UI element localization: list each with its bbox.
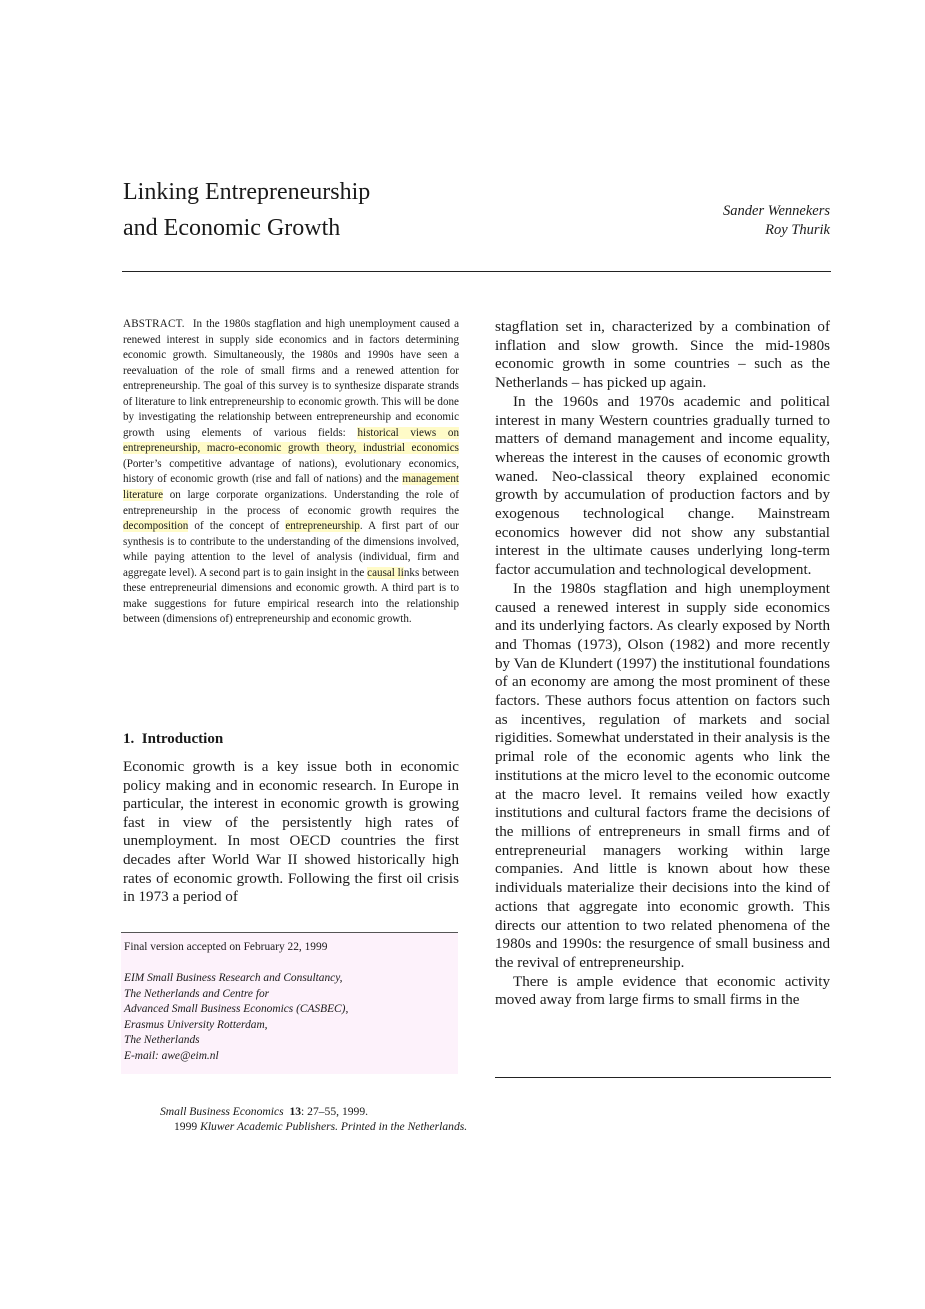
author-2: Roy Thurik (765, 222, 830, 238)
author-list (530, 202, 830, 240)
abstract-highlight-1: historical views on entrepreneurship, macro-economic growth theory, industrial economics (123, 426, 459, 455)
publisher-name: Kluwer Academic Publishers. Printed in the Netherlands. (200, 1120, 468, 1133)
right-column-text (495, 318, 830, 1010)
abstract-text-b: (Porter’s competitive advantage of nations), evolutionary economics, history of economic growth (rise and fall of nations) and the (123, 457, 459, 486)
affiliation-block (124, 971, 348, 1064)
journal-citation (160, 1104, 368, 1119)
column-end-rule (495, 1077, 831, 1078)
affiliation-line: The Netherlands and Centre for (124, 987, 270, 1000)
section-title: Introduction (141, 731, 224, 747)
paragraph: In the 1980s stagflation and high unemployment caused a renewed interest in supply side economics and its underlying factors. As clearly exposed by North and Thomas (1973), Olson (1982) and more recently by Van de Klundert (1997) the institutional foundations of an economy are among the most prominent of these factors. These authors focus attention on factors such as incentives, regulation of markets and social rigidities. Somewhat understated in their analysis is the primal role of the economic agents who link the institutions at the micro level to the economic outcome at the macro level. It remains veiled how exactly institutions and cultural factors frame the decisions of the millions of entrepreneurs in small firms and of entrepreneurial managers working within large companies. And little is known about how these individuals materialize their decisions into the kind of actions that aggregate into economic growth. This directs our attention to two related phenomena of the 1980s and 1990s: the resurgence of small business and the revival of entrepreneurship. (495, 580, 830, 971)
acceptance-note: Final version accepted on February 22, 1999 (124, 941, 328, 953)
section-number: 1. (123, 731, 135, 747)
paragraph: In the 1960s and 1970s academic and political interest in many Western countries gradually turned to matters of demand management and income equality, whereas the interest in the causes of economic growth waned. Neo-classical theory explained economic growth by accumulation of production factors and by exogenous technological change. Mainstream economics however did not show any substantial interest in the ultimate causes underlying long-term factor accumulation and technological development. (495, 393, 830, 579)
affiliation-line: Erasmus University Rotterdam, (124, 1018, 268, 1031)
paragraph: stagflation set in, characterized by a combination of inflation and slow growth. Since the mid-1980s economic growth in some countries – such as the Netherlands – has picked up again. (495, 319, 830, 392)
intro-paragraph: Economic growth is a key issue both in economic policy making and in economic research. In Europe in particular, the interest in economic growth is growing fast in view of the persistently high rates of unemployment. In most OECD countries the first decades after World War II showed historically high rates of economic growth. Following the first oil crisis in 1973 a period of (123, 759, 459, 906)
author-1: Sander Wennekers (723, 203, 830, 219)
publisher-line (174, 1119, 467, 1134)
title-rule (122, 271, 831, 272)
abstract-highlight-3: decomposition (123, 520, 189, 533)
affiliation-line: The Netherlands (124, 1034, 200, 1046)
abstract (123, 317, 459, 628)
abstract-text-d: of the concept of (194, 520, 280, 533)
abstract-text-e: . A first part of our synthesis is to contribute to the understanding of the dimensions involved, while paying attention to the level of analysis (individual, firm and aggregate level). A second part is to gain insight in the (123, 520, 459, 579)
paragraph: There is ample evidence that economic activity moved away from large firms to small firms in the (495, 973, 830, 1009)
title-line-1: Linking Entrepreneurship (123, 179, 371, 205)
journal-name: Small Business Economics (160, 1105, 284, 1118)
section-heading (123, 730, 223, 748)
journal-volume: 13 (289, 1105, 302, 1118)
paper-title (123, 174, 543, 246)
email-line: E-mail: awe@eim.nl (124, 1049, 219, 1062)
abstract-highlight-4: entrepreneurship (285, 520, 360, 533)
abstract-highlight-5: causal li (367, 566, 404, 579)
affiliation-line: Advanced Small Business Economics (CASBEC), (124, 1003, 349, 1015)
abstract-label: ABSTRACT. (123, 318, 185, 330)
abstract-text-a: In the 1980s stagflation and high unemployment caused a renewed interest in supply side economics and in factors determining economic growth. Simultaneously, the 1980s and 1990s have seen a reevaluation of the role of small firms and a renewed attention for entrepreneurship. The goal of this survey is to synthesize disparate strands of literature to link entrepreneurship to economic growth. This will be done by investigating the relationship between entrepreneurship and economic growth using elements of various fields: (123, 318, 459, 439)
abstract-text-c: on large corporate organizations. Understanding the role of entrepreneurship in the process of economic growth requires the (123, 489, 459, 517)
journal-pages: : 27–55, 1999. (301, 1105, 369, 1118)
abstract-highlight-2: management literature (123, 473, 459, 502)
abstract-text-f: nks between these entrepreneurial dimensions and economic growth. A third part is to make suggestions for future empirical research into the relationship between (dimensions of) entrepreneurship and economic growth. (123, 566, 460, 626)
footnote-rule (121, 932, 458, 933)
copyright-year: 1999 (174, 1120, 198, 1133)
title-line-2: and Economic Growth (123, 215, 341, 241)
affiliation-line: EIM Small Business Research and Consultancy, (124, 972, 343, 984)
